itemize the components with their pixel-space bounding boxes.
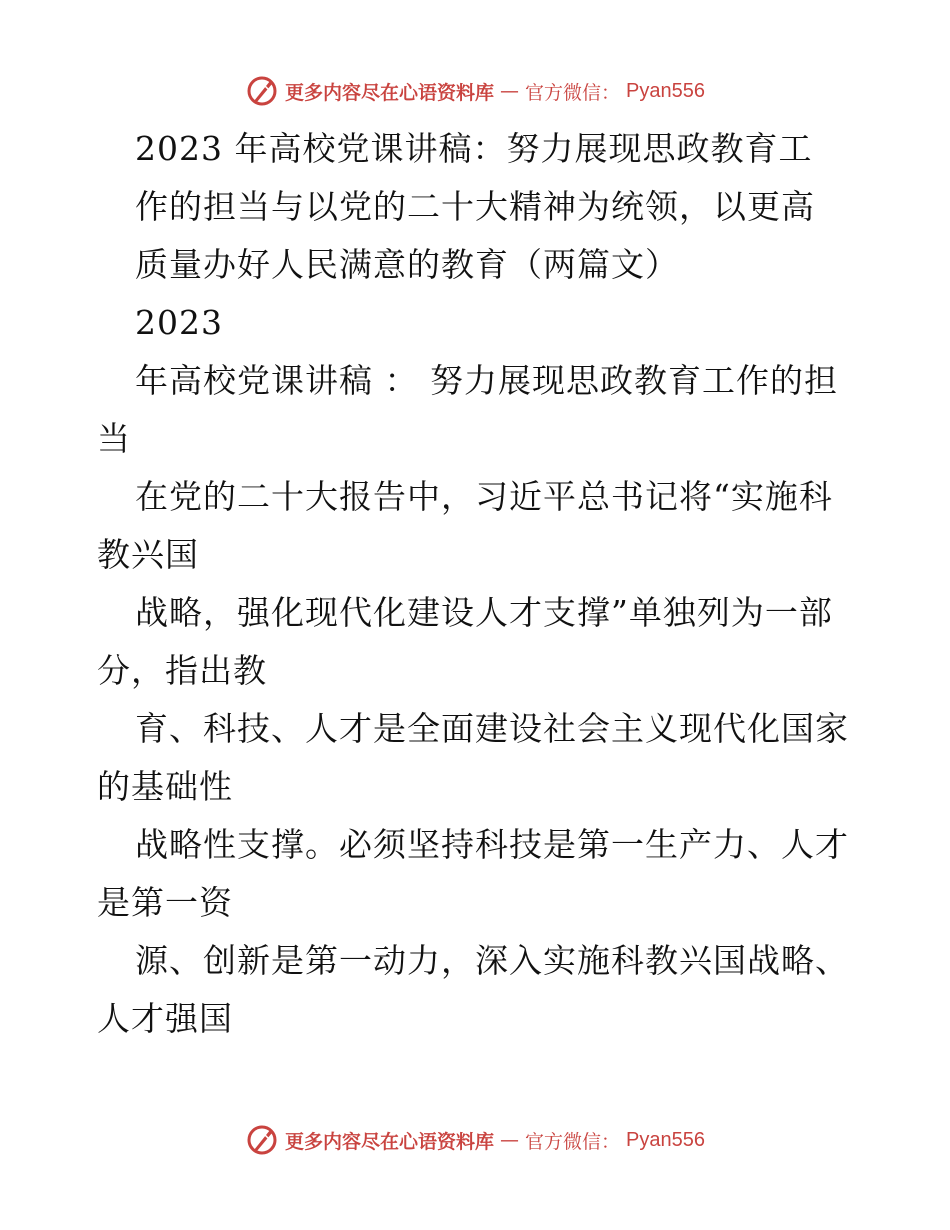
document-body	[97, 120, 857, 1048]
text-line: 源、创新是第一动力，深入实施科教兴国战略、	[135, 941, 849, 980]
watermark-id: Pyan556	[626, 1128, 705, 1151]
watermark-dash: —	[500, 1129, 520, 1151]
text-line: 的基础性	[97, 767, 233, 806]
watermark-label: 官方微信：	[525, 81, 621, 104]
watermark-text: 更多内容尽在心语资料库	[285, 81, 495, 104]
text-line: 育、科技、人才是全面建设社会主义现代化国家	[135, 709, 849, 748]
text-line: 2023	[135, 303, 223, 342]
text-line: 当	[97, 419, 131, 458]
text-line: 教兴国	[97, 535, 199, 574]
text-line: 人才强国	[97, 999, 233, 1038]
header-watermark	[0, 71, 950, 111]
text-line: 作的担当与以党的二十大精神为统领，以更高	[135, 187, 815, 226]
watermark-text: 更多内容尽在心语资料库	[285, 1130, 495, 1153]
text-line: 分，指出教	[97, 651, 267, 690]
text-line: 2023 年高校党课讲稿：努力展现思政教育工	[135, 129, 813, 168]
text-line: 是第一资	[97, 883, 233, 922]
text-line: 战略，强化现代化建设人才支撑”单独列为一部	[135, 593, 833, 632]
footer-watermark	[0, 1120, 950, 1160]
text-line: 年高校党课讲稿 ： 努力展现思政教育工作的担	[135, 361, 838, 400]
quill-logo-icon	[245, 1123, 279, 1157]
text-line: 质量办好人民满意的教育（两篇文）	[135, 245, 679, 284]
quill-logo-icon	[245, 74, 279, 108]
watermark-dash: —	[500, 80, 520, 102]
text-line: 在党的二十大报告中，习近平总书记将“实施科	[135, 477, 833, 516]
watermark-id: Pyan556	[626, 79, 705, 102]
text-line: 战略性支撑。必须坚持科技是第一生产力、人才	[135, 825, 849, 864]
watermark-label: 官方微信：	[525, 1130, 621, 1153]
